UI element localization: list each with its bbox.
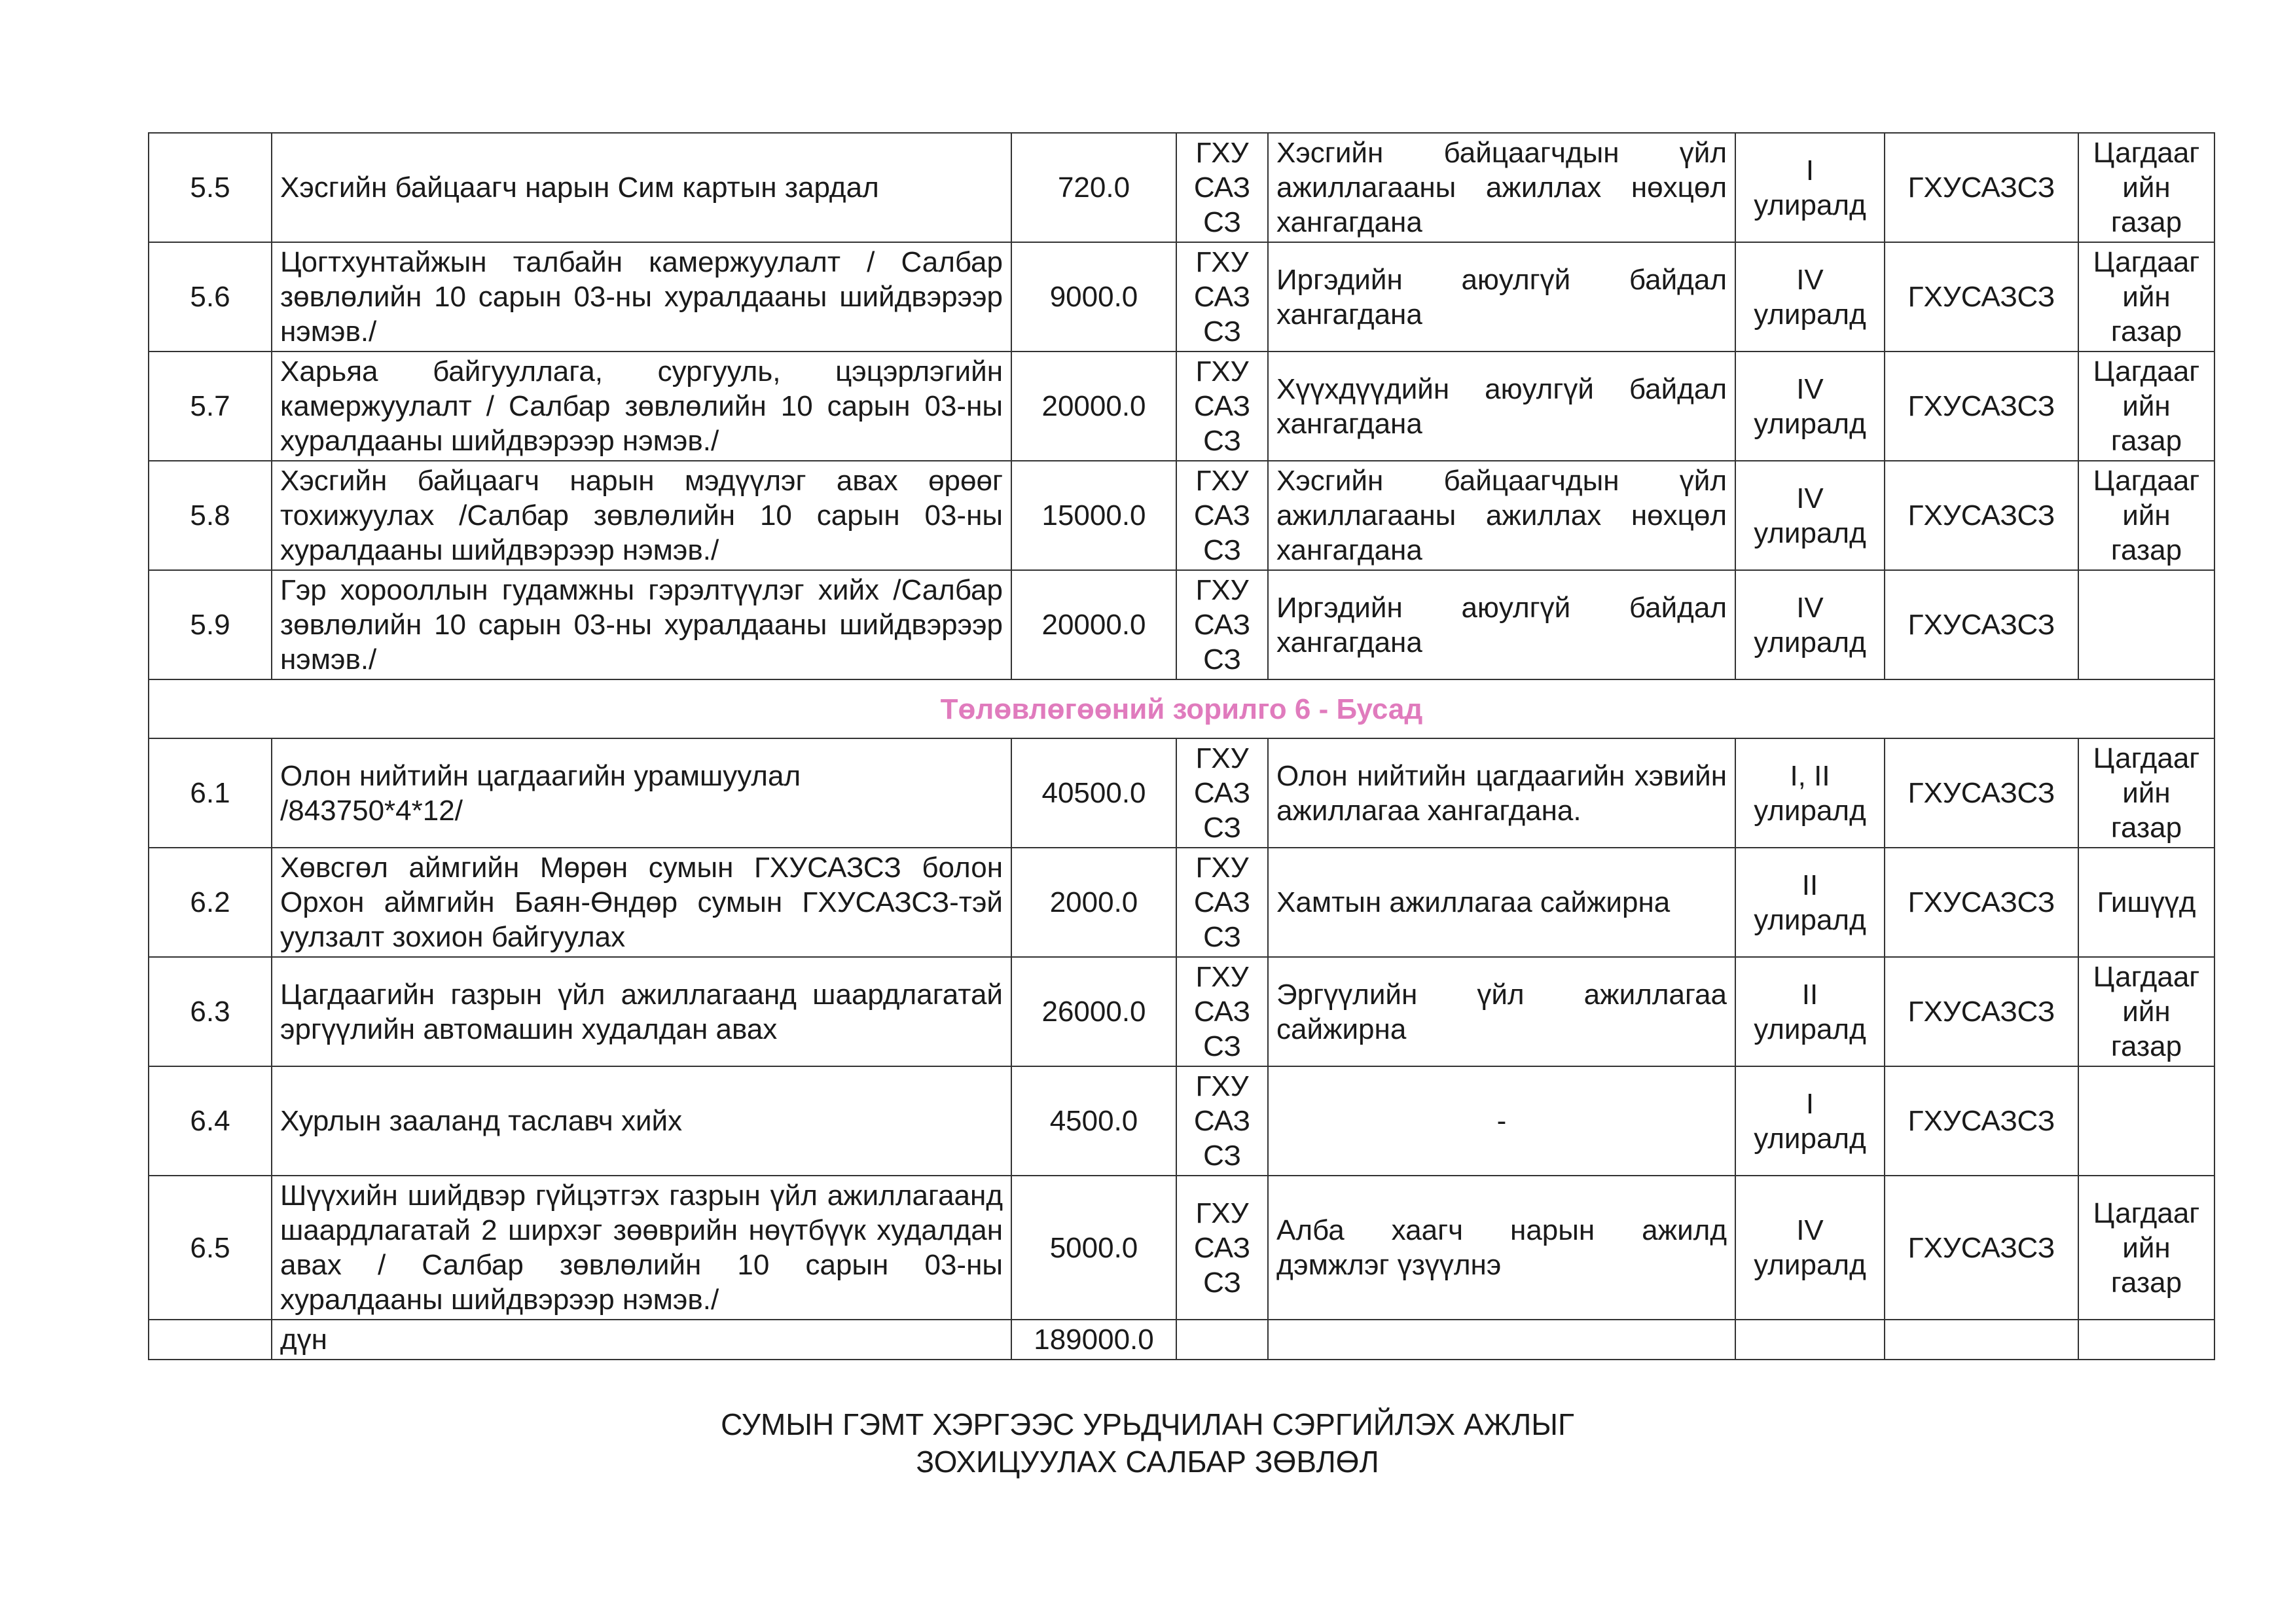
row-description: Шүүхийн шийдвэр гүйцэтгэх газрын үйл ажиллагаанд шаардлагатай 2 ширхэг зөөврийн нөүтбүүк худалдан авах / Салбар зөвлөлийн 10 сарын 03-ны хуралдааны шийдвэрээр нэмэв./ — [272, 1176, 1011, 1320]
row-responsible: ГХУСАЗСЗ — [1885, 957, 2078, 1066]
row-quarter: IV улиралд — [1735, 242, 1885, 352]
row-outcome: Алба хаагч нарын ажилд дэмжлэг үзүүлнэ — [1268, 1176, 1735, 1320]
row-number: 5.5 — [149, 133, 272, 242]
row-amount: 4500.0 — [1011, 1066, 1176, 1176]
total-quarter-cell — [1735, 1320, 1885, 1360]
total-org-cell — [1176, 1320, 1268, 1360]
total-outcome-cell — [1268, 1320, 1735, 1360]
row-quarter: IV улиралд — [1735, 461, 1885, 570]
row-quarter: IV улиралд — [1735, 352, 1885, 461]
row-organization: ГХУ САЗ СЗ — [1176, 738, 1268, 848]
row-outcome: Иргэдийн аюулгүй байдал хангагдана — [1268, 570, 1735, 679]
row-quarter: I улиралд — [1735, 133, 1885, 242]
row-location: Цагдааг ийн газар — [2078, 461, 2214, 570]
row-organization: ГХУ САЗ СЗ — [1176, 1176, 1268, 1320]
row-amount: 20000.0 — [1011, 352, 1176, 461]
row-responsible: ГХУСАЗСЗ — [1885, 738, 2078, 848]
table-row — [149, 738, 2214, 848]
row-number: 6.1 — [149, 738, 272, 848]
row-description: Олон нийтийн цагдаагийн урамшуулал /843750*4*12/ — [272, 738, 1011, 848]
row-responsible: ГХУСАЗСЗ — [1885, 242, 2078, 352]
row-amount: 40500.0 — [1011, 738, 1176, 848]
row-quarter: IV улиралд — [1735, 570, 1885, 679]
row-location — [2078, 1066, 2214, 1176]
row-description: Цагдаагийн газрын үйл ажиллагаанд шаардлагатай эргүүлийн автомашин худалдан авах — [272, 957, 1011, 1066]
row-number: 5.6 — [149, 242, 272, 352]
row-description: Хурлын зааланд таславч хийх — [272, 1066, 1011, 1176]
row-responsible: ГХУСАЗСЗ — [1885, 1066, 2078, 1176]
row-quarter: I, II улиралд — [1735, 738, 1885, 848]
row-responsible: ГХУСАЗСЗ — [1885, 570, 2078, 679]
table-row — [149, 1066, 2214, 1176]
total-resp-cell — [1885, 1320, 2078, 1360]
table-row — [149, 461, 2214, 570]
row-outcome: Хэсгийн байцаагчдын үйл ажиллагааны ажиллах нөхцөл хангагдана — [1268, 133, 1735, 242]
footer-line-1: СУМЫН ГЭМТ ХЭРГЭЭС УРЬДЧИЛАН СЭРГИЙЛЭХ АЖЛЫГ — [721, 1407, 1574, 1441]
total-amount: 189000.0 — [1011, 1320, 1176, 1360]
table-row — [149, 848, 2214, 957]
row-amount: 720.0 — [1011, 133, 1176, 242]
table-row — [149, 242, 2214, 352]
row-description: Хэсгийн байцаагч нарын Сим картын зардал — [272, 133, 1011, 242]
row-responsible: ГХУСАЗСЗ — [1885, 133, 2078, 242]
row-organization: ГХУ САЗ СЗ — [1176, 1066, 1268, 1176]
row-number: 6.3 — [149, 957, 272, 1066]
row-amount: 2000.0 — [1011, 848, 1176, 957]
row-number: 6.2 — [149, 848, 272, 957]
row-responsible: ГХУСАЗСЗ — [1885, 848, 2078, 957]
row-number: 6.4 — [149, 1066, 272, 1176]
row-description: Гэр хорооллын гудамжны гэрэлтүүлэг хийх /Салбар зөвлөлийн 10 сарын 03-ны хуралдааны шийдвэрээр нэмэв./ — [272, 570, 1011, 679]
table-row — [149, 570, 2214, 679]
total-label: дүн — [272, 1320, 1011, 1360]
total-loc-cell — [2078, 1320, 2214, 1360]
row-outcome: Эргүүлийн үйл ажиллагаа сайжирна — [1268, 957, 1735, 1066]
row-number: 5.7 — [149, 352, 272, 461]
row-organization: ГХУ САЗ СЗ — [1176, 570, 1268, 679]
row-number: 5.9 — [149, 570, 272, 679]
table-row — [149, 957, 2214, 1066]
plan-table — [148, 132, 2215, 1360]
row-outcome: Хамтын ажиллагаа сайжирна — [1268, 848, 1735, 957]
row-location: Цагдааг ийн газар — [2078, 1176, 2214, 1320]
row-outcome: Олон нийтийн цагдаагийн хэвийн ажиллагаа хангагдана. — [1268, 738, 1735, 848]
row-location: Цагдааг ийн газар — [2078, 957, 2214, 1066]
row-amount: 20000.0 — [1011, 570, 1176, 679]
row-description: Цогтхунтайжын талбайн камержуулалт / Салбар зөвлөлийн 10 сарын 03-ны хуралдааны шийдвэрээр нэмэв./ — [272, 242, 1011, 352]
row-location: Гишүүд — [2078, 848, 2214, 957]
row-quarter: I улиралд — [1735, 1066, 1885, 1176]
row-description: Хэсгийн байцаагч нарын мэдүүлэг авах өрөөг тохижуулах /Салбар зөвлөлийн 10 сарын 03-ны хуралдааны шийдвэрээр нэмэв./ — [272, 461, 1011, 570]
row-outcome: Иргэдийн аюулгүй байдал хангагдана — [1268, 242, 1735, 352]
row-description: Хөвсгөл аймгийн Мөрөн сумын ГХУСАЗСЗ болон Орхон аймгийн Баян-Өндөр сумын ГХУСАЗСЗ-тэй уулзалт зохион байгуулах — [272, 848, 1011, 957]
row-organization: ГХУ САЗ СЗ — [1176, 957, 1268, 1066]
row-description: Харьяа байгууллага, сургууль, цэцэрлэгийн камержуулалт / Салбар зөвлөлийн 10 сарын 03-ны хуралдааны шийдвэрээр нэмэв./ — [272, 352, 1011, 461]
row-outcome: Хэсгийн байцаагчдын үйл ажиллагааны ажиллах нөхцөл хангагдана — [1268, 461, 1735, 570]
row-outcome: Хүүхдүүдийн аюулгүй байдал хангагдана — [1268, 352, 1735, 461]
table-row — [149, 133, 2214, 242]
row-amount: 9000.0 — [1011, 242, 1176, 352]
row-location: Цагдааг ийн газар — [2078, 242, 2214, 352]
footer-signature — [0, 1406, 2295, 1481]
row-quarter: II улиралд — [1735, 848, 1885, 957]
row-amount: 15000.0 — [1011, 461, 1176, 570]
row-quarter: II улиралд — [1735, 957, 1885, 1066]
row-amount: 26000.0 — [1011, 957, 1176, 1066]
total-row — [149, 1320, 2214, 1360]
row-organization: ГХУ САЗ СЗ — [1176, 133, 1268, 242]
row-organization: ГХУ САЗ СЗ — [1176, 848, 1268, 957]
table-row — [149, 352, 2214, 461]
row-responsible: ГХУСАЗСЗ — [1885, 1176, 2078, 1320]
row-quarter: IV улиралд — [1735, 1176, 1885, 1320]
row-location: Цагдааг ийн газар — [2078, 738, 2214, 848]
row-amount: 5000.0 — [1011, 1176, 1176, 1320]
row-organization: ГХУ САЗ СЗ — [1176, 461, 1268, 570]
row-responsible: ГХУСАЗСЗ — [1885, 461, 2078, 570]
row-location: Цагдааг ийн газар — [2078, 352, 2214, 461]
row-number: 6.5 — [149, 1176, 272, 1320]
row-responsible: ГХУСАЗСЗ — [1885, 352, 2078, 461]
section-row — [149, 679, 2214, 738]
total-num-cell — [149, 1320, 272, 1360]
row-organization: ГХУ САЗ СЗ — [1176, 352, 1268, 461]
section-title: Төлөвлөгөөний зорилго 6 - Бусад — [149, 679, 2214, 738]
row-outcome: - — [1268, 1066, 1735, 1176]
row-number: 5.8 — [149, 461, 272, 570]
row-organization: ГХУ САЗ СЗ — [1176, 242, 1268, 352]
table-row — [149, 1176, 2214, 1320]
footer-line-2: ЗОХИЦУУЛАХ САЛБАР ЗӨВЛӨЛ — [916, 1445, 1379, 1479]
row-location — [2078, 570, 2214, 679]
row-location: Цагдааг ийн газар — [2078, 133, 2214, 242]
